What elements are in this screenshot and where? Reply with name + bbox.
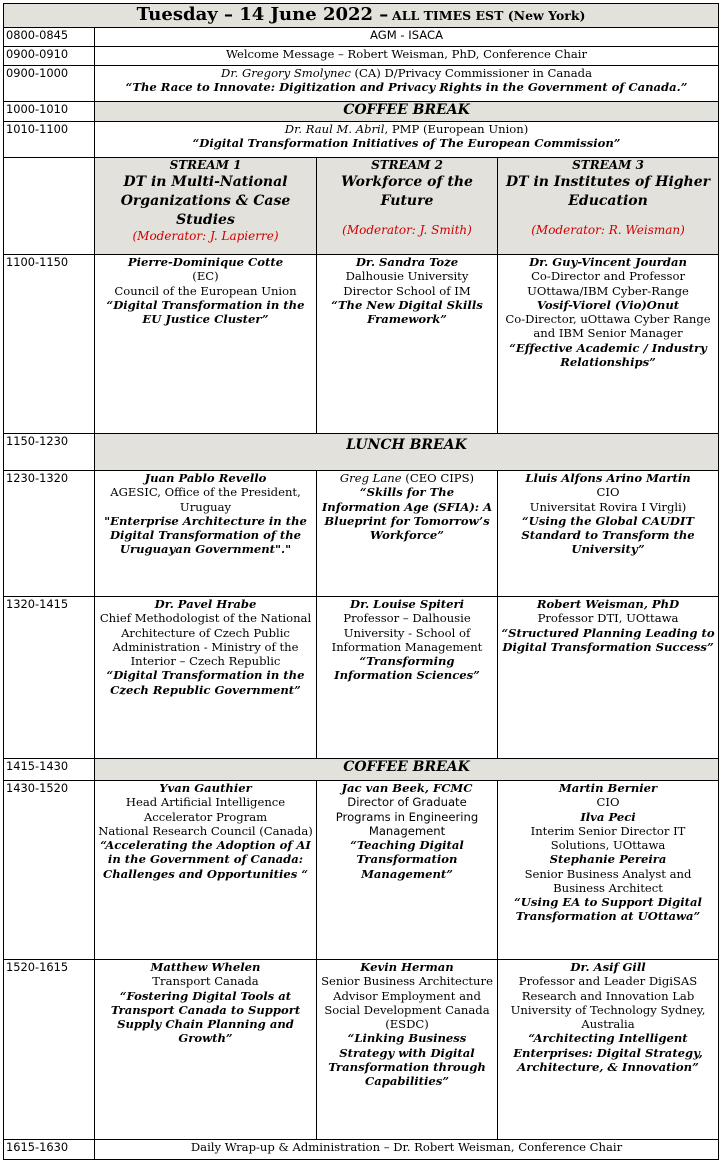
session-cell: Juan Pablo Revello AGESIC, Office of the President, Uruguay "Enterprise Architecture in the Digital Transformation of the Uruguayan Government"." (95, 471, 317, 597)
coffee-break-row (4, 759, 719, 781)
time-cell: 0900-0910 (4, 47, 95, 66)
wrap-up-row (4, 1140, 719, 1160)
speaker-affiliation: , PMP (European Union) (384, 122, 529, 136)
talk-title: “The Race to Innovate: Digitization and Privacy Rights in the Government of Canada.” (125, 80, 688, 95)
speaker-name: Lluis Alfons Arino Martin (525, 471, 691, 485)
stream-1-header: STREAM 1 DT in Multi-National Organizations & Case Studies (Moderator: J. Lapierre) (95, 158, 317, 255)
session-cell: Yvan Gauthier Head Artificial Intelligence Accelerator Program National Research Council (Canada) “Accelerating the Adoption of AI in the Government of Canada: Challenges and Opportunities “ (95, 781, 317, 960)
stream-header-row (4, 158, 719, 255)
keynote-cell (95, 122, 719, 158)
lunch-break-label: LUNCH BREAK (95, 434, 719, 471)
talk-title: “Skills for The Information Age (SFIA): A Blueprint for Tomorrow’s Workforce” (321, 485, 493, 542)
speaker-name: Ilva Peci (580, 809, 636, 824)
speaker-name: Greg Lane (339, 471, 402, 485)
speaker-name: Dr. Guy-Vincent Jourdan (529, 255, 687, 269)
keynote-row (4, 66, 719, 102)
time-cell: 0900-1000 (4, 66, 95, 102)
talk-title: “Teaching Digital Transformation Management” (350, 838, 464, 881)
session-row (4, 960, 719, 1140)
empty-time-cell (4, 158, 95, 255)
talk-title: “Digital Transformation in the Czech Republic Government” (106, 668, 305, 697)
session-cell: Robert Weisman, PhD Professor DTI, UOttawa “Structured Planning Leading to Digital Transformation Success” (498, 597, 719, 759)
speaker-name: Martin Bernier (558, 781, 658, 795)
session-cell: Dr. Asif Gill Professor and Leader DigiSAS Research and Innovation Lab University of Technology Sydney, Australia “Architecting Intelligent Enterprises: Digital Strategy, Architecture, & Innovation” (498, 960, 719, 1140)
speaker-name: Matthew Whelen (150, 960, 261, 974)
speaker-affiliation: (CA) D/Privacy Commissioner in Canada (350, 66, 592, 80)
day-title: Tuesday – 14 June 2022 – (136, 4, 389, 25)
talk-title: “The New Digital Skills Framework” (331, 297, 483, 326)
session-cell: Matthew Whelen Transport Canada “Fostering Digital Tools at Transport Canada to Support Supply Chain Planning and Growth” (95, 960, 317, 1140)
session-row (4, 781, 719, 960)
session-cell: Dr. Pavel Hrabe Chief Methodologist of the National Architecture of Czech Public Administration - Ministry of the Interior – Czech Republic “Digital Transformation in the Czech Republic Government” (95, 597, 317, 759)
coffee-break-label: COFFEE BREAK (95, 759, 719, 781)
session-cell: Martin Bernier CIO Ilva Peci Interim Senior Director IT Solutions, UOttawa Stephanie Pereira Senior Business Analyst and Business Architect “Using EA to Support Digital Transformation at UOttawa” (498, 781, 719, 960)
time-cell: 1430-1520 (4, 781, 95, 960)
coffee-break-label: COFFEE BREAK (95, 102, 719, 122)
moderator: (Moderator: J. Smith) (342, 222, 472, 237)
speaker-name: Vosif-Viorel (Vio)Onut (536, 297, 680, 312)
moderator: (Moderator: R. Weisman) (531, 222, 685, 237)
speaker-name: Yvan Gauthier (159, 781, 252, 795)
speaker-name: Dr. Pavel Hrabe (154, 597, 257, 611)
session-cell: Pierre-Dominique Cotte (EC) Council of the European Union “Digital Transformation in the EU Justice Cluster” (95, 255, 317, 434)
session-cell: Dr. Guy-Vincent Jourdan Co-Director and Professor UOttawa/IBM Cyber-Range Vosif-Viorel (Vio)Onut Co-Director, uOttawa Cyber Range and IBM Senior Manager “Effective Academic / Industry Relationships” (498, 255, 719, 434)
talk-title: “Digital Transformation Initiatives of The European Commission” (192, 136, 621, 151)
talk-title: “Transforming Information Sciences” (334, 654, 480, 683)
time-cell: 1415-1430 (4, 759, 95, 781)
talk-title: “Effective Academic / Industry Relationships” (509, 340, 707, 369)
talk-title: “Fostering Digital Tools at Transport Canada to Support Supply Chain Planning and Growth” (110, 988, 301, 1046)
talk-title: “Using EA to Support Digital Transformation at UOttawa” (514, 895, 702, 924)
session-cell: Lluis Alfons Arino Martin CIO Universitat Rovira I Virgli) “Using the Global CAUDIT Standard to Transform the University” (498, 471, 719, 597)
speaker-name: Dr. Raul M. Abril (284, 122, 385, 136)
speaker-name: Dr. Louise Spiteri (350, 597, 464, 611)
talk-title: “Accelerating the Adoption of AI in the Government of Canada: Challenges and Opportunities “ (100, 838, 311, 881)
talk-title: “Structured Planning Leading to Digital Transformation Success” (501, 625, 715, 654)
moderator: (Moderator: J. Lapierre) (132, 229, 279, 244)
session-cell: Jac van Beek, FCMC Director of Graduate Programs in Engineering Management “Teaching Digital Transformation Management” (317, 781, 498, 960)
talk-title: “Architecting Intelligent Enterprises: Digital Strategy, Architecture, & Innovation” (513, 1031, 703, 1074)
stream-2-header: STREAM 2 Workforce of the Future (Moderator: J. Smith) (317, 158, 498, 255)
session-row (4, 471, 719, 597)
talk-title: “Using the Global CAUDIT Standard to Transform the University” (521, 513, 695, 557)
speaker-name: Dr. Sandra Toze (355, 255, 459, 269)
conference-schedule-table (3, 3, 719, 1160)
time-cell: 1615-1630 (4, 1140, 95, 1160)
session-cell: Kevin Herman Senior Business Architecture Advisor Employment and Social Development Canada (ESDC) “Linking Business Strategy with Digital Transformation through Capabilities” (317, 960, 498, 1140)
agm-row (4, 28, 719, 47)
lunch-break-row (4, 434, 719, 471)
time-cell: 1320-1415 (4, 597, 95, 759)
welcome-row (4, 47, 719, 66)
keynote-cell (95, 66, 719, 102)
speaker-name: Juan Pablo Revello (144, 471, 267, 485)
time-cell: 1010-1100 (4, 122, 95, 158)
speaker-name: Dr. Gregory Smolynec (221, 66, 351, 80)
session-row (4, 597, 719, 759)
agm-text: AGM - ISACA (95, 28, 719, 47)
time-cell: 1000-1010 (4, 102, 95, 122)
stream-3-header: STREAM 3 DT in Institutes of Higher Education (Moderator: R. Weisman) (498, 158, 719, 255)
talk-title: “Linking Business Strategy with Digital Transformation through Capabilities” (328, 1031, 486, 1088)
time-cell: 1230-1320 (4, 471, 95, 597)
keynote-row (4, 122, 719, 158)
speaker-name: Dr. Asif Gill (570, 960, 646, 974)
day-header-row (4, 4, 719, 28)
speaker-name: Jac van Beek, FCMC (341, 781, 473, 795)
time-cell: 1520-1615 (4, 960, 95, 1140)
day-header (4, 4, 719, 28)
speaker-name: Pierre-Dominique Cotte (127, 255, 284, 269)
time-cell: 1150-1230 (4, 434, 95, 471)
time-cell: 0800-0845 (4, 28, 95, 47)
timezone-note: ALL TIMES EST (New York) (392, 8, 586, 23)
speaker-name: Stephanie Pereira (549, 852, 667, 867)
welcome-text: Welcome Message – Robert Weisman, PhD, Conference Chair (95, 47, 719, 66)
time-cell: 1100-1150 (4, 255, 95, 434)
speaker-name: Kevin Herman (360, 960, 454, 974)
coffee-break-row (4, 102, 719, 122)
session-cell: Greg Lane (CEO CIPS) “Skills for The Information Age (SFIA): A Blueprint for Tomorrow’s Workforce” (317, 471, 498, 597)
talk-title: "Enterprise Architecture in the Digital Transformation of the Uruguayan Government"." (104, 513, 307, 557)
wrap-up-text: Daily Wrap-up & Administration – Dr. Robert Weisman, Conference Chair (95, 1140, 719, 1160)
session-cell: Dr. Louise Spiteri Professor – Dalhousie University - School of Information Management “Transforming Information Sciences” (317, 597, 498, 759)
talk-title: “Digital Transformation in the EU Justice Cluster” (106, 297, 305, 326)
speaker-name: Robert Weisman, PhD (536, 597, 680, 611)
session-row (4, 255, 719, 434)
session-cell: Dr. Sandra Toze Dalhousie University Director School of IM “The New Digital Skills Framework” (317, 255, 498, 434)
